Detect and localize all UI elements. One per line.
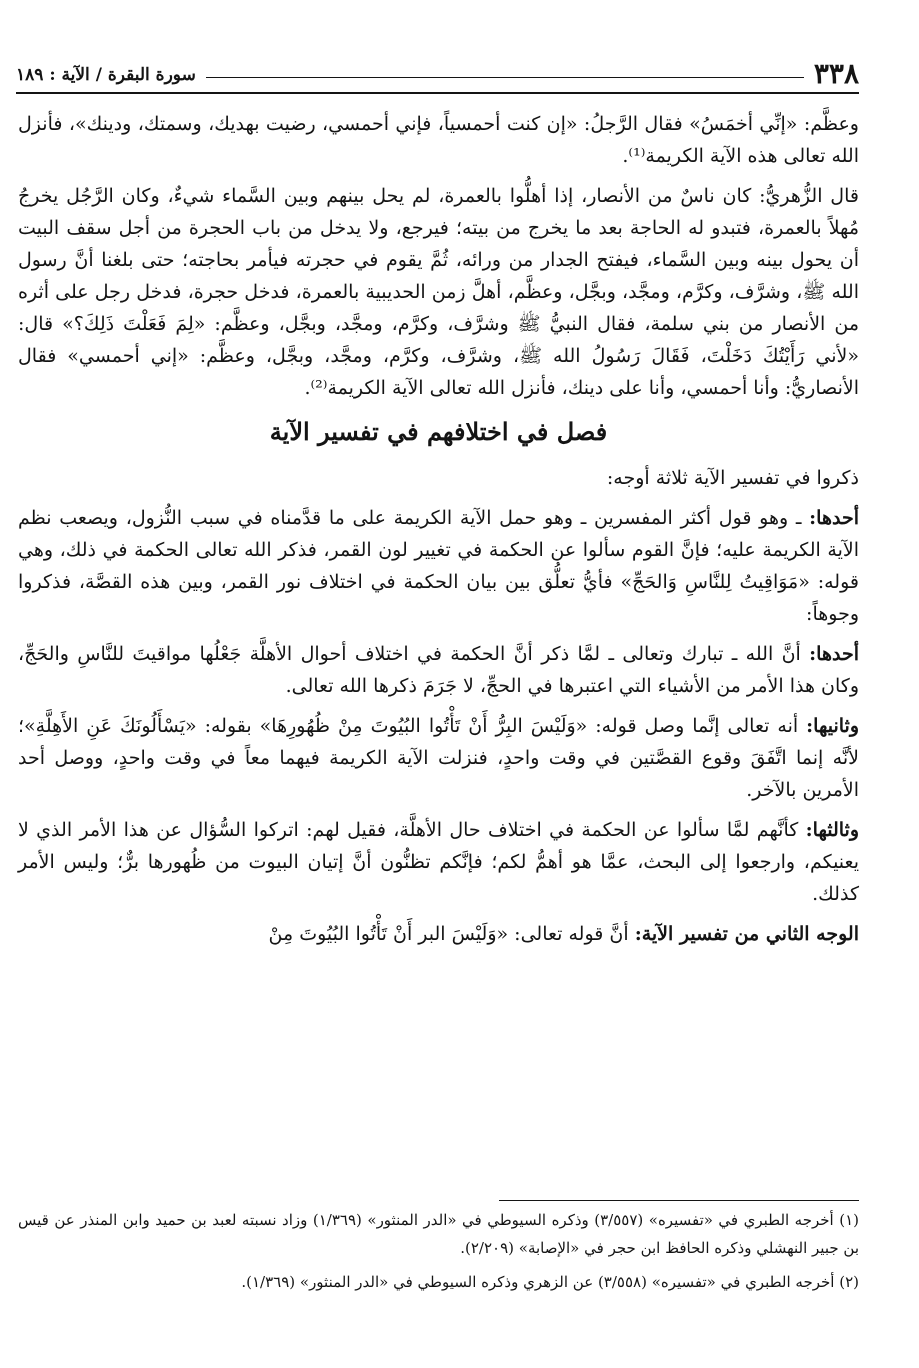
paragraph-text: ذكروا في تفسير الآية ثلاثة أوجه:	[606, 467, 859, 489]
paragraph-text: أنَّ قوله تعالى: «وَلَيْسَ البر أَنْ تَأْتُوا البُيُوتَ مِنْ	[268, 923, 635, 945]
top-divider	[16, 92, 859, 94]
paragraph-text: وعظَّم: «إنِّي أخمَسُ» فقال الرَّجلُ: «إن كنت أحمسياً، فإني أحمسي، رضيت بهديك، وسمتك، ودينك»، فأنزل الله تعالى هذه الآية الكريمة⁽¹⁾.	[18, 113, 859, 167]
paragraph-lead: أحدها:	[809, 643, 859, 665]
page-header	[16, 44, 859, 88]
page-number: ٣٣٨	[813, 57, 859, 90]
paragraph-text: أنه تعالى إنَّما وصل قوله: «وَلَيْسَ البِرُّ أَنْ تَأْتُوا البُيُوتَ مِنْ ظُهُورِهَا» بقوله: «يَسْأَلُونَكَ عَنِ الأَهِلَّةِ»؛ لأنَّه إنما اتَّفَقَ وقوع القصَّتين في وقت واحدٍ، فنزلت الآية الكريمة فيهما معاً في وقت واحدٍ، ووصل أحد الأمرين بالآخر.	[18, 715, 859, 801]
footnote-divider	[499, 1200, 859, 1201]
running-title: سورة البقرة / الآية : ١٨٩	[16, 65, 196, 85]
footnotes	[18, 1206, 859, 1302]
paragraph	[18, 918, 859, 950]
paragraph-text: قال الزُّهريُّ: كان ناسٌ من الأنصار، إذا أهلُّوا بالعمرة، لم يحل بينهم وبين السَّماء شيءٌ، وكان الرَّجُل يخرجُ مُهلاً بالعمرة، فتبدو له الحاجة بعد ما يخرج من بيته؛ فيرجع، ولا يدخل من باب الحجرة من أجل سقف البيت أن يحول بينه وبين السَّماء، فيفتح الجدار من ورائه، ثُمَّ يقوم في حجرته فيأمر بحاجته؛ حتى بلغنا أنَّ رسول الله ﷺ، وشرَّف، وكرَّم، ومجَّد، وبجَّل، وعظَّم، أهلَّ زمن الحديبية بالعمرة، فدخل حجرة، فدخل رجل على أثره من الأنصار من بني سلمة، فقال النبيُّ ﷺ وشرَّف، وكرَّم، ومجَّد، وبجَّل، وعظَّم: «لِمَ فَعَلْتَ ذَلِكَ؟» قال: «لأني رَأَيْتُكَ دَخَلْتَ، فَقَالَ رَسُولُ الله ﷺ، وشرَّف، وكرَّم، ومجَّد، وبجَّل، وعظَّم: «إني أحمسي» فقال الأنصاريُّ: وأنا أحمسي، وأنا على دينك، فأنزل الله تعالى الآية الكريمة⁽²⁾.	[18, 185, 859, 399]
paragraph-lead: أحدها:	[809, 507, 859, 529]
paragraph	[18, 814, 859, 910]
paragraph-lead: وثالثها:	[805, 819, 859, 841]
paragraph	[18, 462, 859, 494]
footnote: (١) أخرجه الطبري في «تفسيره» (٣/٥٥٧) وذكره السيوطي في «الدر المنثور» (١/٣٦٩) وزاد نسبته لعبد بن حميد وابن المنذر عن قيس بن جبير النهشلي وذكره الحافظ ابن حجر في «الإصابة» (٢/٢٠٩).	[18, 1211, 859, 1257]
paragraph	[18, 108, 859, 172]
paragraph-text: ـ وهو قول أكثر المفسرين ـ وهو حمل الآية الكريمة على ما قدَّمناه في سبب النُّزول، ويصعب نظم الآية الكريمة عليه؛ فإنَّ القوم سألوا عن الحكمة في تغيير لون القمر، فذكر الله تعالى الحكمة في ذلك، وهي قوله: «مَوَاقِيتُ لِلنَّاسِ وَالحَجِّ» فأيُّ تعلُّق بين بيان الحكمة في اختلاف نور القمر، وبين هذه القصَّة، فذكروا وجوهاً:	[18, 507, 859, 625]
footnote: (٢) أخرجه الطبري في «تفسيره» (٣/٥٥٨) عن الزهري وذكره السيوطي في «الدر المنثور» (١/٣٦٩).	[241, 1273, 859, 1291]
paragraph-lead: وثانيها:	[806, 715, 859, 737]
main-text	[18, 108, 859, 958]
paragraph	[18, 502, 859, 630]
paragraph-text: كأنَّهم لمَّا سألوا عن الحكمة في اختلاف حال الأهلَّة، فقيل لهم: اتركوا السُّؤال عن هذا الأمر الذي لا يعنيكم، وارجعوا إلى البحث، عمَّا هو أهمُّ لكم؛ فإنَّكم تظنُّون أنَّ إتيان البيوت من ظُهورها برٌّ؛ وليس الأمر كذلك.	[18, 819, 859, 905]
paragraph	[18, 180, 859, 404]
paragraph	[18, 638, 859, 702]
header-rule	[206, 77, 804, 78]
paragraph-lead: الوجه الثاني من تفسير الآية:	[634, 923, 859, 945]
section-title: فصل في اختلافهم في تفسير الآية	[269, 417, 608, 446]
paragraph-text: أنَّ الله ـ تبارك وتعالى ـ لمَّا ذكر أنَّ الحكمة في اختلاف أحوال الأهلَّة جَعْلُها مواقيتَ للنَّاسِ والحَجِّ، وكان هذا الأمر من الأشياء التي اعتبرها في الحجِّ، لا جَرَمَ ذكرها الله تعالى.	[18, 643, 859, 697]
paragraph	[18, 710, 859, 806]
